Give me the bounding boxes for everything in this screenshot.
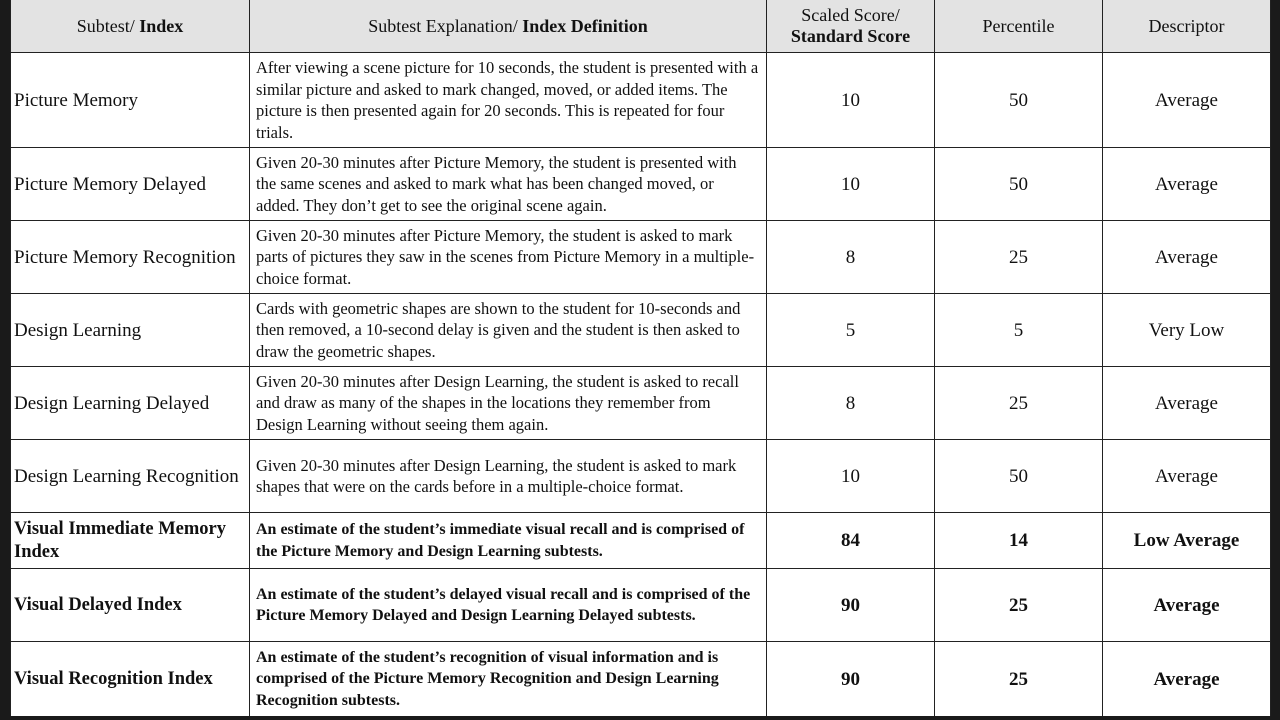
row-description: Given 20-30 minutes after Picture Memory, the student is presented with the same scenes and asked to mark what has been changed moved, or added. They don’t get to see the original scene again.	[250, 148, 767, 221]
row-name: Picture Memory Recognition	[11, 221, 250, 294]
header-subtest	[11, 0, 250, 53]
index-description: An estimate of the student’s immediate visual recall and is comprised of the Picture Memory and Design Learning subtests.	[250, 513, 767, 569]
table-row	[11, 221, 1271, 294]
row-score: 5	[767, 294, 935, 367]
row-score: 10	[767, 148, 935, 221]
row-description: After viewing a scene picture for 10 seconds, the student is presented with a similar picture and asked to mark changed, moved, or added items. The picture is then presented again for 20 seconds. This is repeated for four trials.	[250, 53, 767, 148]
score-table	[10, 0, 1271, 717]
index-percentile: 25	[935, 642, 1103, 717]
index-score: 90	[767, 642, 935, 717]
index-score: 84	[767, 513, 935, 569]
row-percentile: 50	[935, 53, 1103, 148]
header-explanation	[250, 0, 767, 53]
row-description: Given 20-30 minutes after Picture Memory, the student is asked to mark parts of pictures they saw in the scenes from Picture Memory in a multiple-choice format.	[250, 221, 767, 294]
index-percentile: 14	[935, 513, 1103, 569]
row-description: Given 20-30 minutes after Design Learning, the student is asked to mark shapes that were on the cards before in a multiple-choice format.	[250, 440, 767, 513]
row-descriptor: Average	[1103, 148, 1271, 221]
index-score: 90	[767, 569, 935, 642]
table-row	[11, 294, 1271, 367]
row-description: Given 20-30 minutes after Design Learning, the student is asked to recall and draw as many of the shapes in the locations they remember from Design Learning without seeing them again.	[250, 367, 767, 440]
header-subtest-bold: Index	[139, 15, 184, 36]
table-row	[11, 53, 1271, 148]
row-descriptor: Average	[1103, 440, 1271, 513]
index-descriptor: Low Average	[1103, 513, 1271, 569]
row-descriptor: Average	[1103, 53, 1271, 148]
row-descriptor: Average	[1103, 367, 1271, 440]
row-description: Cards with geometric shapes are shown to the student for 10-seconds and then removed, a 10-second delay is given and the student is then asked to draw the geometric shapes.	[250, 294, 767, 367]
row-score: 8	[767, 221, 935, 294]
index-name: Visual Delayed Index	[11, 569, 250, 642]
index-name: Visual Immediate Memory Index	[11, 513, 250, 569]
row-percentile: 50	[935, 440, 1103, 513]
table-row	[11, 440, 1271, 513]
row-name: Picture Memory Delayed	[11, 148, 250, 221]
row-name: Design Learning Delayed	[11, 367, 250, 440]
row-percentile: 50	[935, 148, 1103, 221]
row-percentile: 25	[935, 367, 1103, 440]
header-score-bold: Standard Score	[790, 26, 911, 46]
header-score	[767, 0, 935, 53]
index-description: An estimate of the student’s recognition of visual information and is comprised of the Picture Memory Recognition and Design Learning Recognition subtests.	[250, 642, 767, 717]
row-descriptor: Very Low	[1103, 294, 1271, 367]
table-row	[11, 148, 1271, 221]
index-descriptor: Average	[1103, 569, 1271, 642]
index-name: Visual Recognition Index	[11, 642, 250, 717]
index-descriptor: Average	[1103, 642, 1271, 717]
row-name: Design Learning Recognition	[11, 440, 250, 513]
header-score-plain: Scaled Score/	[801, 5, 900, 25]
left-frame-edge	[0, 0, 10, 720]
index-percentile: 25	[935, 569, 1103, 642]
header-row	[11, 0, 1271, 53]
bottom-frame-edge	[0, 716, 1280, 720]
row-score: 8	[767, 367, 935, 440]
header-subtest-plain: Subtest/	[76, 15, 140, 36]
row-score: 10	[767, 53, 935, 148]
index-row	[11, 642, 1271, 717]
row-percentile: 25	[935, 221, 1103, 294]
index-row	[11, 513, 1271, 569]
row-score: 10	[767, 440, 935, 513]
index-row	[11, 569, 1271, 642]
row-percentile: 5	[935, 294, 1103, 367]
header-explanation-bold: Index Definition	[522, 15, 648, 36]
row-descriptor: Average	[1103, 221, 1271, 294]
right-frame-edge	[1270, 0, 1280, 720]
header-descriptor: Descriptor	[1103, 0, 1271, 53]
row-name: Picture Memory	[11, 53, 250, 148]
header-explanation-plain: Subtest Explanation/	[368, 15, 523, 36]
header-percentile: Percentile	[935, 0, 1103, 53]
table-row	[11, 367, 1271, 440]
index-description: An estimate of the student’s delayed visual recall and is comprised of the Picture Memory Delayed and Design Learning Delayed subtests.	[250, 569, 767, 642]
row-name: Design Learning	[11, 294, 250, 367]
